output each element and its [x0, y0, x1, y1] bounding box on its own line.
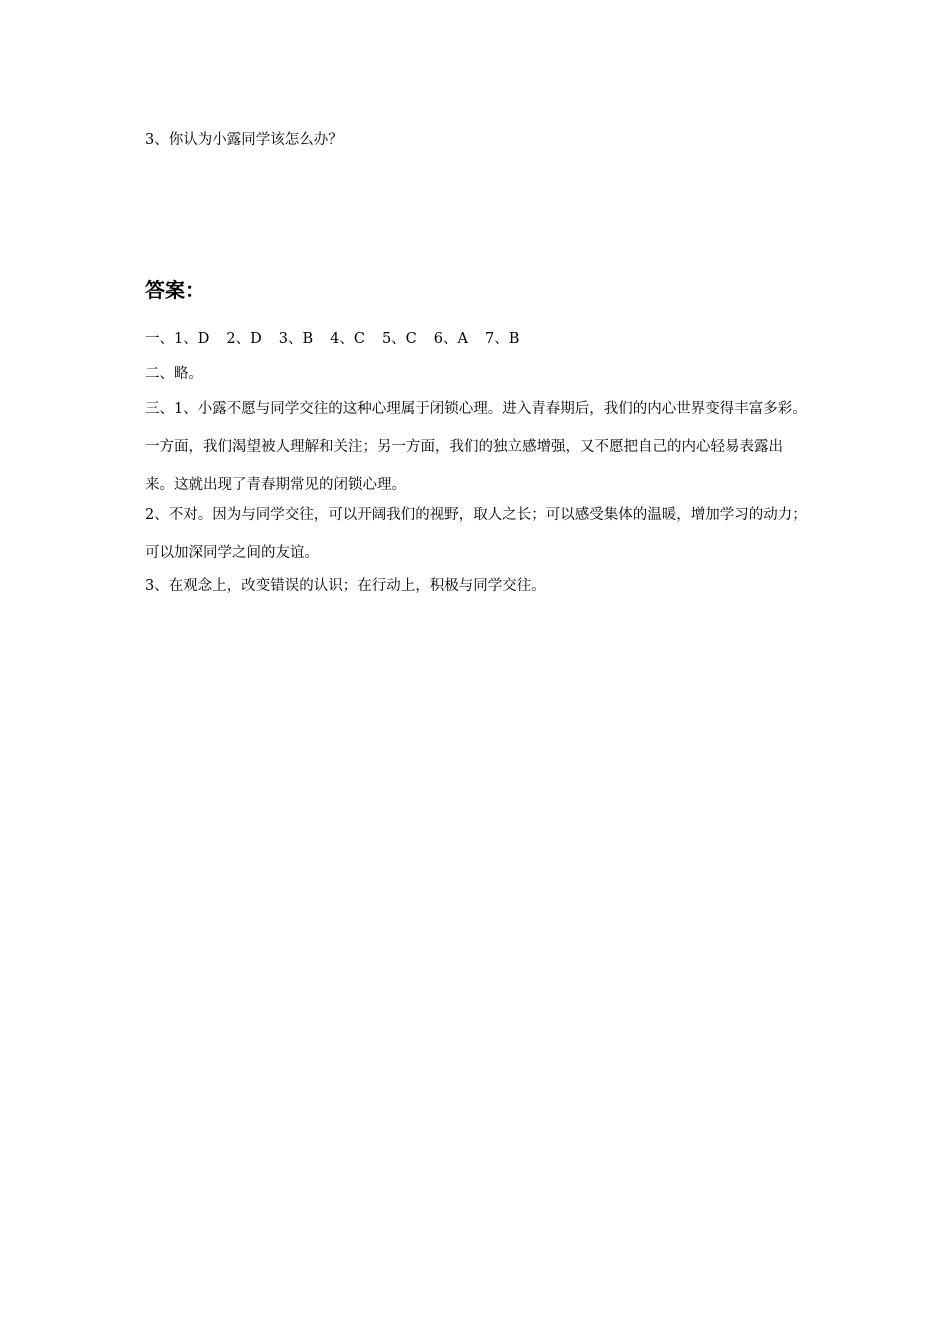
answer-part3-item1: 三、1、小露不愿与同学交往的这种心理属于闭锁心理。进入青春期后，我们的内心世界变得丰富多彩。一方面，我们渴望被人理解和关注；另一方面，我们的独立感增强，又不愿把自己的内心轻易表露出来。这就出现了青春期常见的闭锁心理。: [145, 401, 807, 493]
answer-part2: 二、略。: [145, 366, 203, 382]
choice-answer: 7、B: [484, 331, 520, 347]
choice-answer: 5、C: [381, 331, 417, 347]
question-3: 3、你认为小露同学该怎么办？: [145, 132, 343, 148]
answer-part3-item3: 3、在观念上，改变错误的认识；在行动上，积极与同学交往。: [145, 578, 546, 594]
choice-answer: 3、B: [278, 331, 314, 347]
answer-part1: [145, 320, 810, 358]
choice-answer: 6、A: [433, 331, 468, 347]
answer-part3-item2: 2、不对。因为与同学交往，可以开阔我们的视野，取人之长；可以感受集体的温暖，增加学习的动力；可以加深同学之间的友谊。: [145, 507, 807, 561]
choice-answer: 4、C: [330, 331, 365, 347]
choice-answer: 1、D: [174, 331, 210, 347]
answer-heading: 答案：: [145, 278, 205, 302]
answer-part1-prefix: 一、: [145, 331, 174, 347]
choice-answer: 2、D: [226, 331, 262, 347]
